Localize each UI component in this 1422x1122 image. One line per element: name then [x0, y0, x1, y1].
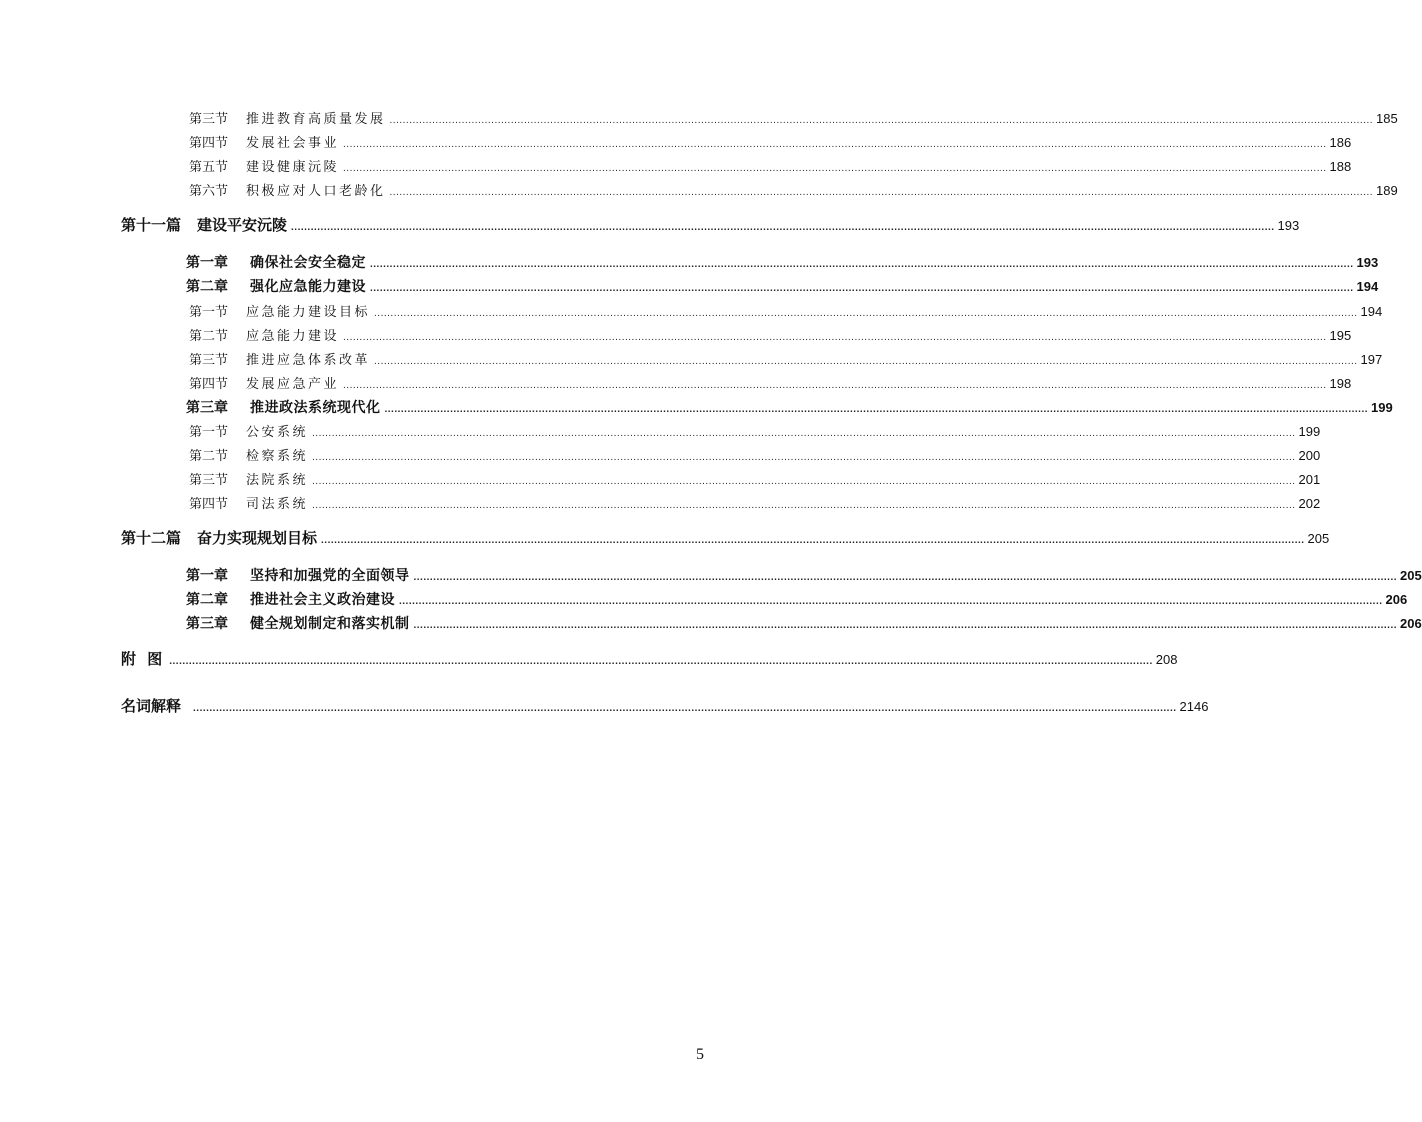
toc-entry-title: 检察系统 — [246, 449, 309, 464]
toc-entry-label: 第三章 — [186, 616, 228, 632]
toc-entry-label: 附 图 — [121, 650, 166, 668]
leader-dots: ............................................................................................................................................................................................................................................................................................................ — [321, 535, 1305, 546]
toc-entry-page: 193 — [1277, 218, 1300, 233]
toc-entry-page: 189 — [1376, 183, 1398, 198]
leader-dots: ............................................................................................................................................................................................................................................................................................................ — [343, 332, 1327, 343]
toc-entry-title: 司法系统 — [246, 497, 309, 512]
toc-entry[interactable] — [189, 349, 1383, 368]
leader-dots: ............................................................................................................................................................................................................................................................................................................ — [343, 139, 1327, 150]
toc-chapter-entry[interactable] — [186, 252, 1379, 272]
toc-entry-label: 第三节 — [189, 473, 229, 488]
toc-entry-title: 建设平安沅陵 — [197, 216, 288, 234]
toc-entry-title: 建设健康沅陵 — [246, 160, 340, 175]
toc-entry-title: 推进政法系统现代化 — [250, 400, 381, 416]
toc-entry-page: 198 — [1329, 376, 1352, 391]
leader-dots: ............................................................................................................................................................................................................................................................................................................ — [413, 572, 1397, 583]
toc-entry-label: 第十二篇 — [121, 529, 182, 547]
toc-entry-page: 194 — [1356, 279, 1379, 294]
toc-entry[interactable] — [189, 132, 1352, 151]
toc-entry-page: 2146 — [1179, 699, 1209, 714]
toc-entry-page: 205 — [1400, 568, 1422, 583]
toc-entry-page: 186 — [1329, 135, 1352, 150]
toc-entry-title: 坚持和加强党的全面领导 — [250, 568, 410, 584]
toc-entry-label: 第一节 — [189, 305, 229, 320]
toc-entry-label: 第六节 — [189, 184, 229, 199]
leader-dots: ............................................................................................................................................................................................................................................................................................................ — [343, 380, 1327, 391]
toc-entry[interactable] — [189, 301, 1383, 320]
toc-entry-page: 206 — [1400, 616, 1422, 631]
leader-dots: ............................................................................................................................................................................................................................................................................................................ — [374, 308, 1358, 319]
toc-entry-title: 健全规划制定和落实机制 — [250, 616, 410, 632]
toc-entry-label: 第四节 — [189, 497, 229, 512]
toc-entry-page: 201 — [1298, 472, 1321, 487]
toc-entry-page: 206 — [1385, 592, 1408, 607]
toc-entry-page: 199 — [1298, 424, 1321, 439]
toc-entry-title: 推进社会主义政治建设 — [250, 592, 395, 608]
toc-entry-label: 第二节 — [189, 449, 229, 464]
leader-dots: ............................................................................................................................................................................................................................................................................................................ — [389, 115, 1374, 126]
page-number: 5 — [696, 1046, 704, 1063]
toc-entry[interactable] — [189, 445, 1321, 464]
toc-entry-page: 205 — [1307, 531, 1330, 546]
toc-entry-page: 188 — [1329, 159, 1352, 174]
toc-entry-label: 第一节 — [189, 425, 229, 440]
toc-entry-title: 应急能力建设目标 — [246, 305, 371, 320]
toc-chapter-entry[interactable] — [186, 589, 1408, 609]
toc-entry-label: 第二章 — [186, 592, 228, 608]
toc-entry-label: 第五节 — [189, 160, 229, 175]
toc-chapter-entry[interactable] — [186, 565, 1422, 585]
toc-chapter-entry[interactable] — [186, 397, 1393, 417]
toc-entry-title: 应急能力建设 — [246, 329, 340, 344]
toc-entry-page: 185 — [1376, 111, 1398, 126]
toc-entry-title: 确保社会安全稳定 — [250, 255, 366, 271]
leader-dots: ............................................................................................................................................................................................................................................................................................................ — [169, 656, 1153, 667]
leader-dots: ............................................................................................................................................................................................................................................................................................................ — [399, 596, 1383, 607]
leader-dots: ............................................................................................................................................................................................................................................................................................................ — [291, 222, 1275, 233]
toc-chapter-entry[interactable] — [186, 613, 1422, 633]
toc-entry-title: 发展社会事业 — [246, 136, 340, 151]
toc-entry-label: 第三章 — [186, 400, 228, 416]
toc-entry-page: 202 — [1298, 496, 1321, 511]
toc-entry-page: 194 — [1360, 304, 1383, 319]
toc-entry-title: 公安系统 — [246, 425, 309, 440]
toc-entry[interactable] — [189, 373, 1352, 392]
toc-entry-title: 奋力实现规划目标 — [197, 529, 318, 547]
leader-dots: ............................................................................................................................................................................................................................................................................................................ — [193, 703, 1177, 714]
toc-entry-page: 199 — [1371, 400, 1393, 415]
toc-entry-label: 第一章 — [186, 568, 228, 584]
toc-entry-label: 第一章 — [186, 255, 228, 271]
toc-entry-title: 发展应急产业 — [246, 377, 340, 392]
toc-entry-title: 强化应急能力建设 — [250, 279, 366, 295]
leader-dots: ............................................................................................................................................................................................................................................................................................................ — [389, 187, 1374, 198]
leader-dots: ............................................................................................................................................................................................................................................................................................................ — [312, 452, 1296, 463]
toc-entry[interactable] — [189, 180, 1398, 199]
toc-entry-label: 第三节 — [189, 353, 229, 368]
leader-dots: ............................................................................................................................................................................................................................................................................................................ — [370, 283, 1354, 294]
toc-entry-label: 第二章 — [186, 279, 228, 295]
toc-entry-title: 法院系统 — [246, 473, 309, 488]
leader-dots: ............................................................................................................................................................................................................................................................................................................ — [312, 500, 1296, 511]
toc-part-entry[interactable] — [121, 648, 1178, 669]
toc-entry-page: 195 — [1329, 328, 1352, 343]
leader-dots: ............................................................................................................................................................................................................................................................................................................ — [312, 428, 1296, 439]
toc-entry-page: 208 — [1155, 652, 1178, 667]
leader-dots: ............................................................................................................................................................................................................................................................................................................ — [384, 404, 1368, 415]
leader-dots: ............................................................................................................................................................................................................................................................................................................ — [413, 620, 1397, 631]
toc-entry-title: 推进教育高质量发展 — [246, 112, 386, 127]
toc-entry-page: 200 — [1298, 448, 1321, 463]
toc-part-entry[interactable] — [121, 527, 1330, 548]
toc-entry-label: 第二节 — [189, 329, 229, 344]
toc-entry-label: 第四节 — [189, 377, 229, 392]
toc-entry[interactable] — [189, 421, 1321, 440]
toc-entry[interactable] — [189, 325, 1352, 344]
toc-entry-label: 名词解释 — [121, 697, 182, 715]
leader-dots: ............................................................................................................................................................................................................................................................................................................ — [374, 356, 1358, 367]
toc-entry-title: 积极应对人口老龄化 — [246, 184, 386, 199]
toc-entry-label: 第四节 — [189, 136, 229, 151]
toc-entry-label: 第三节 — [189, 112, 229, 127]
toc-entry-page: 197 — [1360, 352, 1383, 367]
leader-dots: ............................................................................................................................................................................................................................................................................................................ — [343, 163, 1327, 174]
leader-dots: ............................................................................................................................................................................................................................................................................................................ — [312, 476, 1296, 487]
toc-entry-label: 第十一篇 — [121, 216, 182, 234]
toc-entry[interactable] — [189, 156, 1352, 175]
toc-part-entry[interactable] — [121, 695, 1209, 716]
toc-entry-page: 193 — [1356, 255, 1379, 270]
toc-part-entry[interactable] — [121, 214, 1300, 235]
leader-dots: ............................................................................................................................................................................................................................................................................................................ — [370, 259, 1354, 270]
toc-entry[interactable] — [189, 469, 1321, 488]
toc-entry[interactable] — [189, 108, 1398, 127]
toc-chapter-entry[interactable] — [186, 276, 1379, 296]
toc-entry[interactable] — [189, 493, 1321, 512]
toc-entry-title: 推进应急体系改革 — [246, 353, 371, 368]
